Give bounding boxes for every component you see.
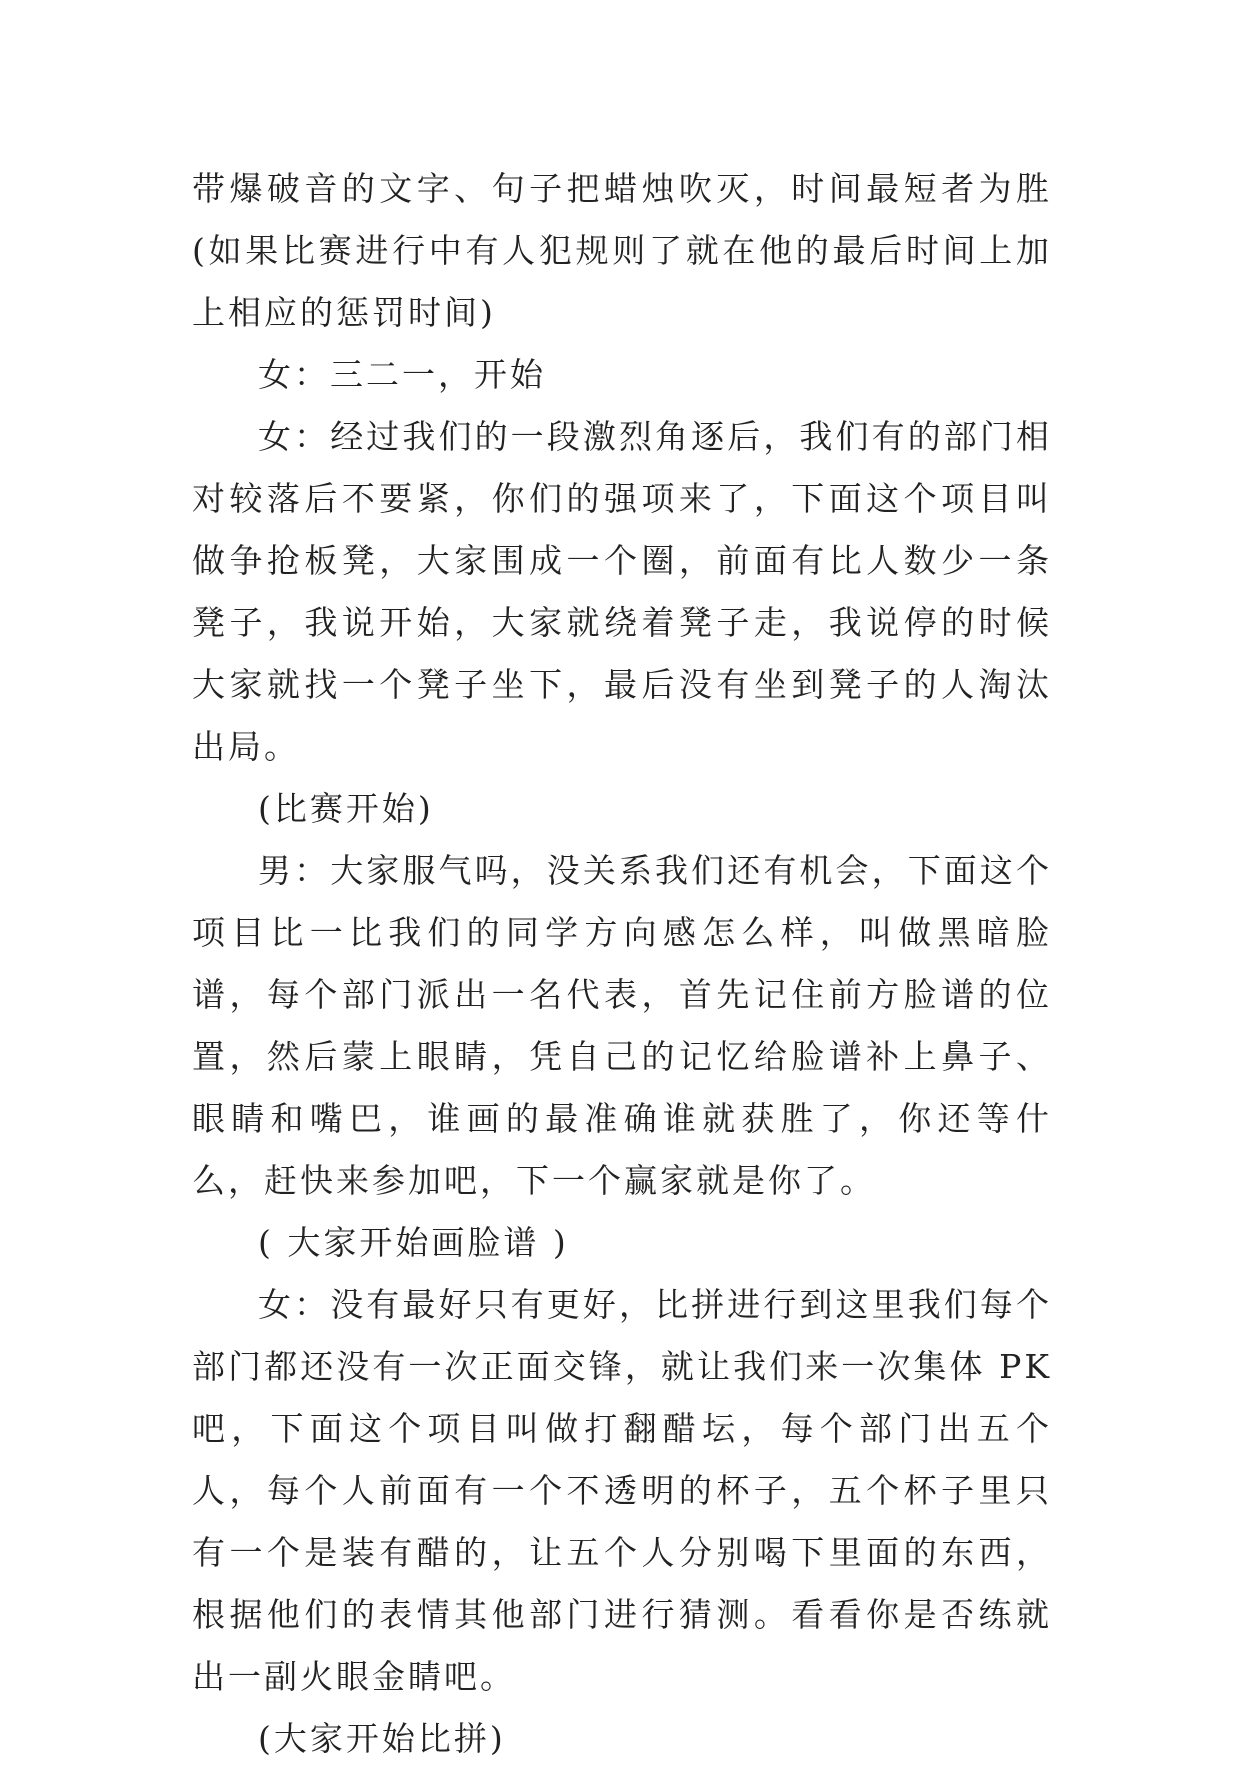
document-body <box>192 158 1052 1770</box>
paragraph-stage-direction-start: (比赛开始) <box>258 789 434 828</box>
paragraph-countdown: 女：三二一，开始 <box>258 355 546 394</box>
paragraph-rules-continuation: 带爆破音的文字、句子把蜡烛吹灭，时间最短者为胜(如果比赛进行中有人犯规则了就在他的最后时间上加上相应的惩罚时间) <box>192 169 1052 332</box>
paragraph-vinegar-game: 女：没有最好只有更好，比拼进行到这里我们每个部门都还没有一次正面交锋，就让我们来一次集体 PK 吧，下面这个项目叫做打翻醋坛，每个部门出五个人，每个人前面有一个不透明的杯子，五个杯子里只有一个是装有醋的，让五个人分别喝下里面的东西，根据他们的表情其他部门进行猜测。看看你是否练就出一副火眼金睛吧。 <box>192 1285 1052 1696</box>
paragraph-stage-direction-drawing: ( 大家开始画脸谱 ) <box>258 1223 569 1262</box>
paragraph-dark-face-mask: 男：大家服气吗，没关系我们还有机会，下面这个项目比一比我们的同学方向感怎么样，叫做黑暗脸谱，每个部门派出一名代表，首先记住前方脸谱的位置，然后蒙上眼睛，凭自己的记忆给脸谱补上鼻子、眼睛和嘴巴，谁画的最准确谁就获胜了，你还等什么，赶快来参加吧，下一个赢家就是你了。 <box>192 851 1052 1200</box>
paragraph-stage-direction-compete: (大家开始比拼) <box>258 1719 506 1758</box>
paragraph-musical-chairs: 女：经过我们的一段激烈角逐后，我们有的部门相对较落后不要紧，你们的强项来了，下面这个项目叫做争抢板凳，大家围成一个圈，前面有比人数少一条凳子，我说开始，大家就绕着凳子走，我说停的时候大家就找一个凳子坐下，最后没有坐到凳子的人淘汰出局。 <box>192 417 1052 766</box>
